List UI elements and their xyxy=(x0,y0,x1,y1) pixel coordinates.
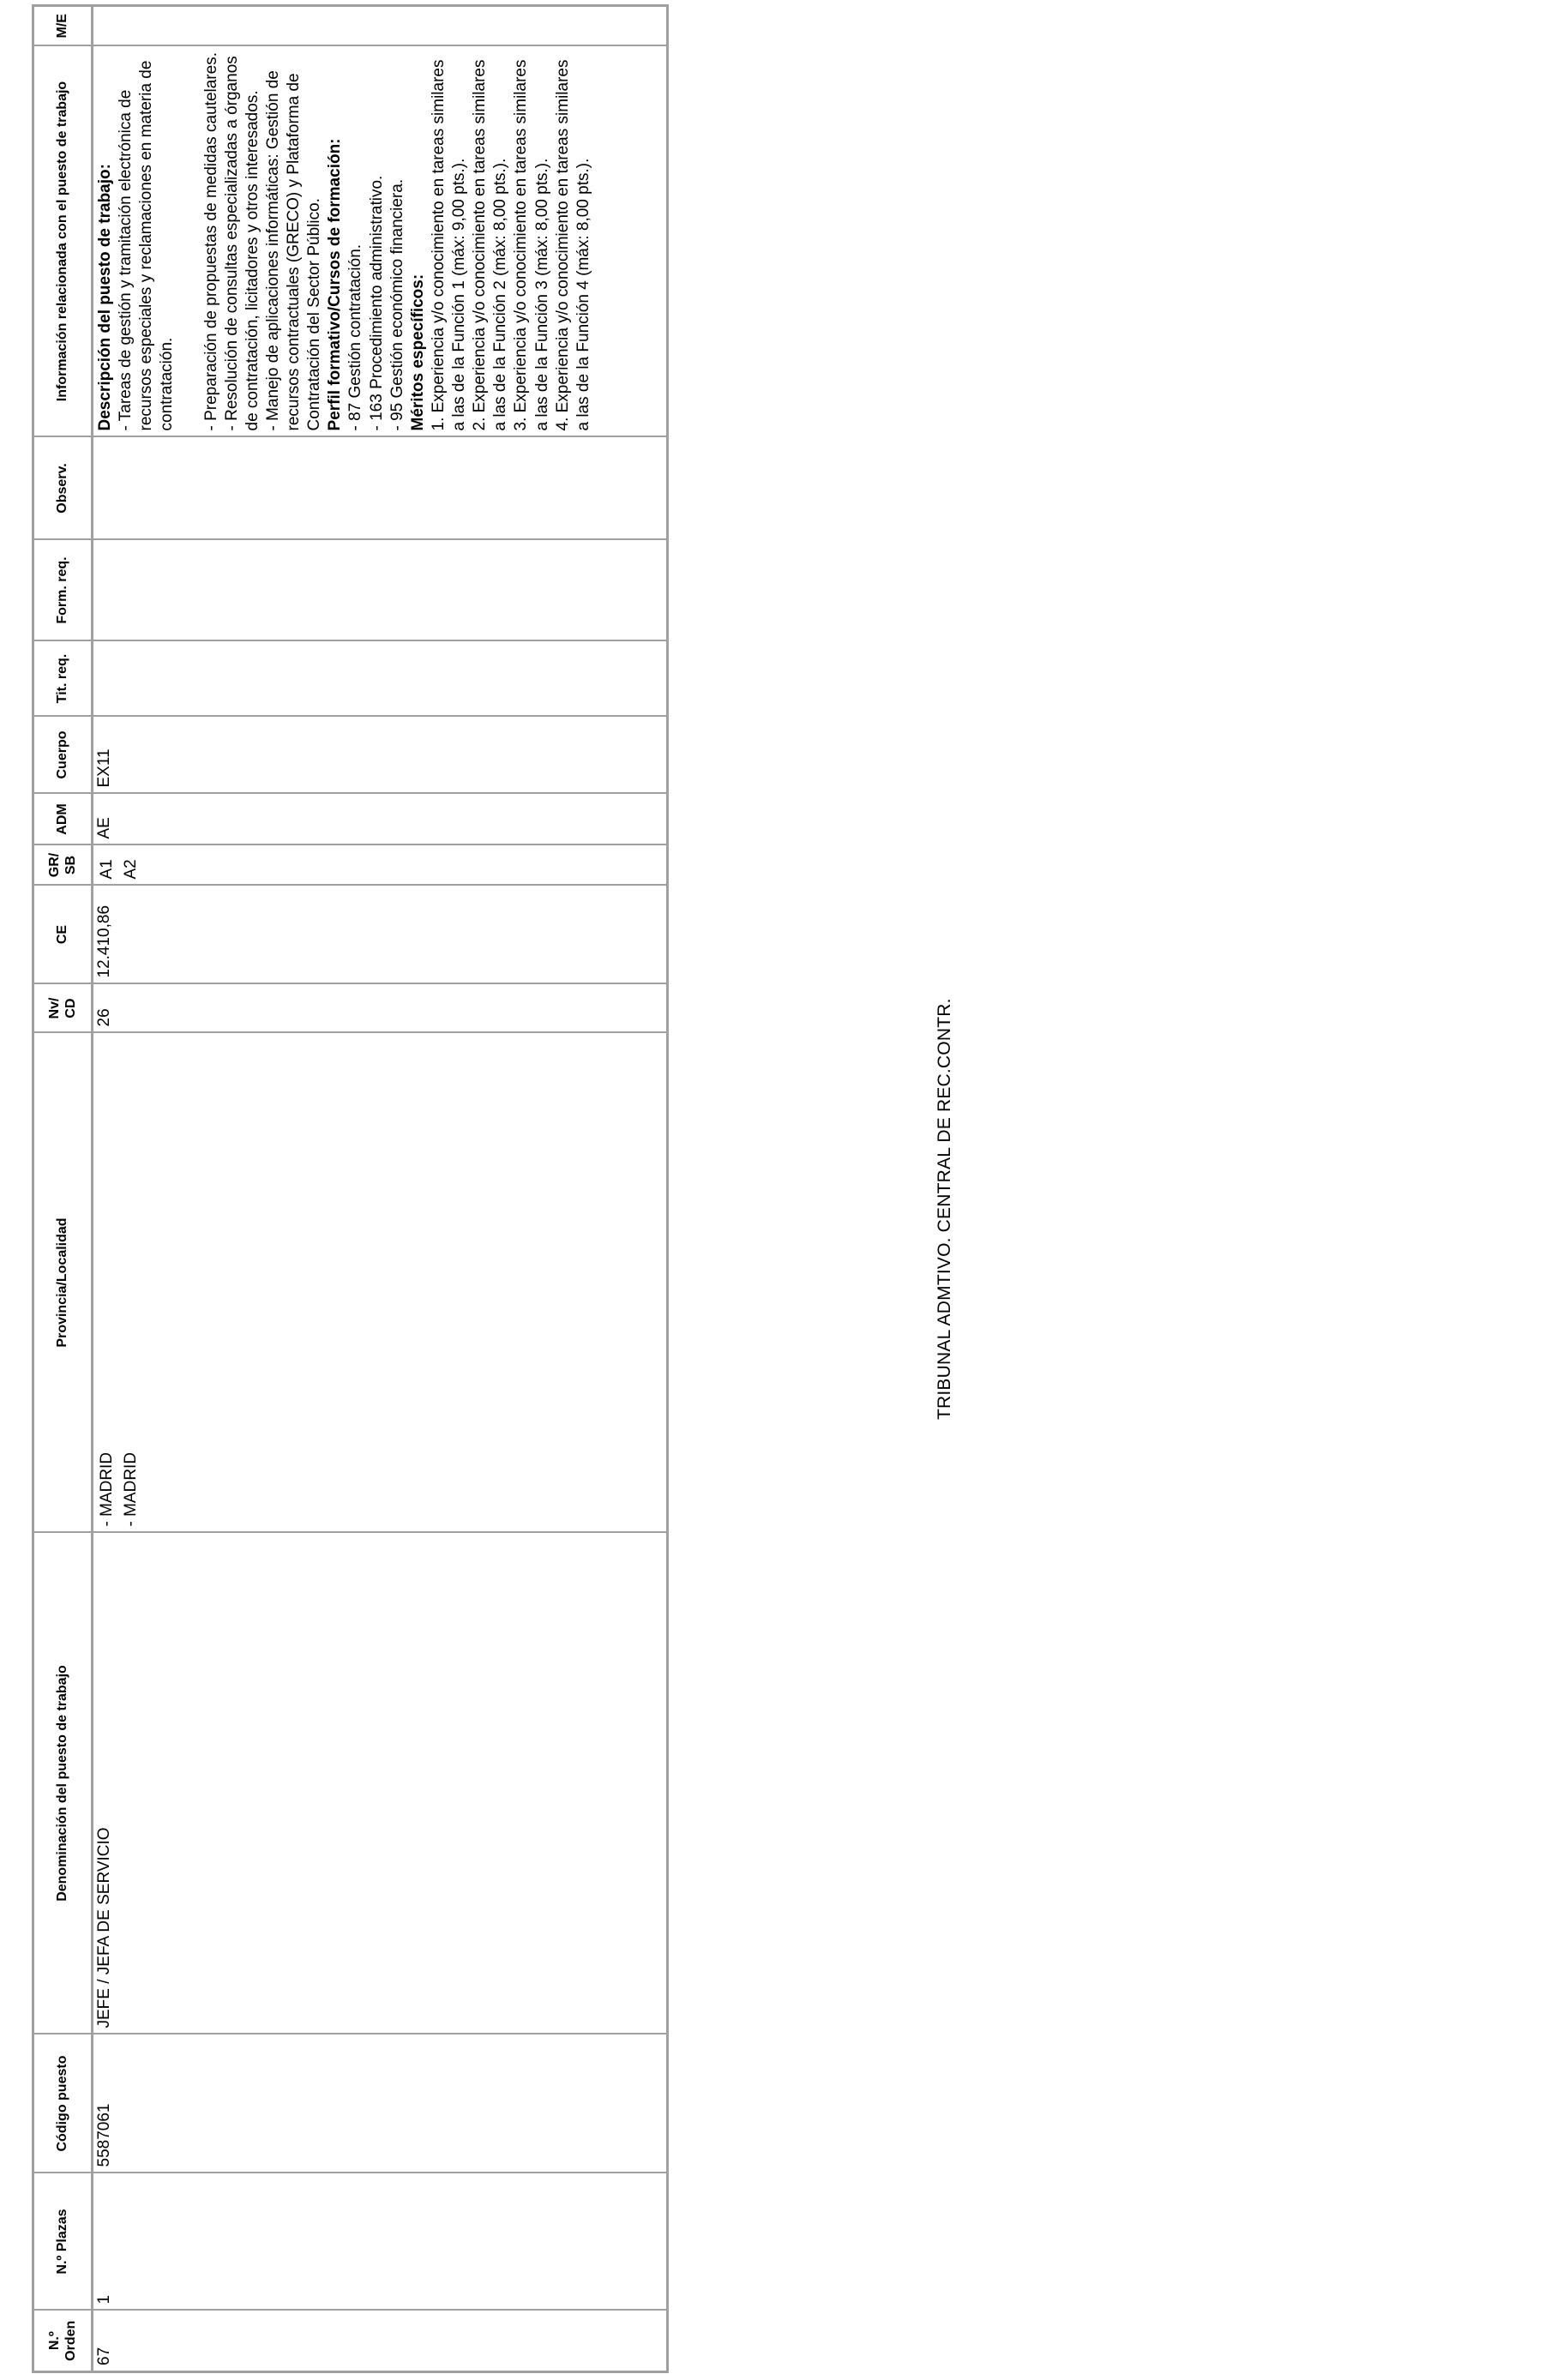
header-cd-label: CD xyxy=(63,998,78,1019)
cell-tit-req xyxy=(93,641,668,717)
cell-informacion xyxy=(93,46,668,437)
cell-me xyxy=(93,6,668,46)
cell-plazas: 1 xyxy=(93,2173,668,2311)
header-tit-req: Tit. req. xyxy=(33,641,93,717)
merito-item: 4. Experiencia y/o conocimiento en tareas similares a las de la Función 4 (máx: 8,00 pts.). xyxy=(553,59,592,431)
merito-item: 3. Experiencia y/o conocimiento en tareas similares a las de la Función 3 (máx: 8,00 pts.). xyxy=(512,59,551,431)
cell-orden: 67 xyxy=(93,2311,668,2372)
header-nv-label: Nv/ xyxy=(46,997,62,1019)
header-gr-label: GR/ xyxy=(46,852,62,878)
meritos-heading: Méritos específicos: xyxy=(408,273,427,431)
job-table xyxy=(32,4,669,2373)
header-gr-sb xyxy=(33,845,93,886)
header-plazas: N.º Plazas xyxy=(33,2173,93,2311)
cell-cuerpo: EX11 xyxy=(93,717,668,794)
descripcion-item: - Preparación de propuestas de medidas cautelares. xyxy=(201,52,220,431)
header-adm: ADM xyxy=(33,794,93,845)
header-orden: N.º Orden xyxy=(33,2311,93,2372)
grupo-a1: A1 xyxy=(98,859,116,880)
grupo-a2: A2 xyxy=(121,859,140,880)
cell-denominacion: JEFE / JEFA DE SERVICIO xyxy=(93,1533,668,2034)
header-row xyxy=(33,6,93,2372)
header-codigo: Código puesto xyxy=(33,2034,93,2173)
cell-observ xyxy=(93,437,668,540)
descripcion-item: - Manejo de aplicaciones informáticas: Gestión de recursos contractuales (GRECO) y Plataforma de Contratación del Sector Público. xyxy=(263,70,324,431)
cell-adm: AE xyxy=(93,794,668,845)
cell-nv-cd: 26 xyxy=(93,984,668,1033)
header-cuerpo: Cuerpo xyxy=(33,717,93,794)
curso-item: - 95 Gestión económico financiera. xyxy=(388,178,406,431)
curso-item: - 87 Gestión contratación. xyxy=(346,243,365,431)
provincia-line: - MADRID xyxy=(98,1451,116,1527)
curso-item: - 163 Procedimiento administrativo. xyxy=(367,175,386,431)
cell-provincia xyxy=(93,1033,668,1533)
cell-form-req xyxy=(93,540,668,641)
header-ce: CE xyxy=(33,886,93,984)
header-observ: Observ. xyxy=(33,437,93,540)
table-row xyxy=(93,6,668,2372)
header-sb-label: SB xyxy=(63,855,78,875)
header-denominacion: Denominación del puesto de trabajo xyxy=(33,1533,93,2034)
header-form-req: Form. req. xyxy=(33,540,93,641)
cell-ce: 12.410,86 xyxy=(93,886,668,984)
header-informacion: Información relacionada con el puesto de trabajo xyxy=(33,46,93,437)
localidad-line: - MADRID xyxy=(121,1451,140,1527)
merito-item: 2. Experiencia y/o conocimiento en tareas similares a las de la Función 2 (máx: 8,00 pts.). xyxy=(471,59,510,431)
merito-item: 1. Experiencia y/o conocimiento en tareas similares a las de la Función 1 (máx: 9,00 pts.). xyxy=(429,59,468,431)
descripcion-heading: Descripción del puesto de trabajo: xyxy=(96,164,114,431)
cell-gr-sb xyxy=(93,845,668,886)
header-me: M/E xyxy=(33,6,93,46)
cell-codigo: 5587061 xyxy=(93,2034,668,2173)
page-title: TRIBUNAL ADMTIVO. CENTRAL DE REC.CONTR. xyxy=(935,998,954,1420)
perfil-heading: Perfil formativo/Cursos de formación: xyxy=(326,138,345,431)
header-provincia: Provincia/Localidad xyxy=(33,1033,93,1533)
descripcion-item: - Resolución de consultas especializadas a órganos de contratación, licitadores y otros interesados. xyxy=(222,56,262,431)
descripcion-item: - Tareas de gestión y tramitación electrónica de recursos especiales y reclamaciones en materia de contratación. xyxy=(117,60,177,431)
header-nv-cd xyxy=(33,984,93,1033)
